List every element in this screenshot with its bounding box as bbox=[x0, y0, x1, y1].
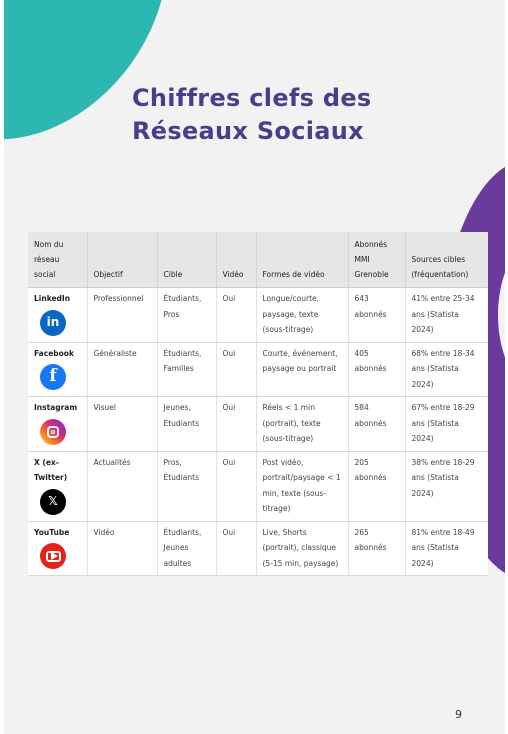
subscribers-cell: 584 abonnés bbox=[348, 397, 405, 452]
video-cell: Oui bbox=[216, 397, 256, 452]
network-cell bbox=[28, 342, 87, 397]
header-formats: Formes de vidéo bbox=[256, 232, 348, 288]
sources-cell: 41% entre 25-34 ans (Statista 2024) bbox=[405, 288, 488, 343]
formats-cell: Live, Shorts (portrait), classique (5-15 min, paysage) bbox=[256, 521, 348, 576]
sources-cell: 68% entre 18-34 ans (Statista 2024) bbox=[405, 342, 488, 397]
objective-cell: Généraliste bbox=[87, 342, 157, 397]
video-cell: Oui bbox=[216, 288, 256, 343]
objective-cell: Vidéo bbox=[87, 521, 157, 576]
formats-cell: Réels < 1 min (portrait), texte (sous-titrage) bbox=[256, 397, 348, 452]
formats-cell: Longue/courte, paysage, texte (sous-titrage) bbox=[256, 288, 348, 343]
page-title bbox=[132, 82, 432, 148]
network-cell bbox=[28, 288, 87, 343]
formats-cell: Post vidéo, portrait/paysage < 1 min, texte (sous-titrage) bbox=[256, 451, 348, 521]
subscribers-cell: 265 abonnés bbox=[348, 521, 405, 576]
table-row bbox=[28, 342, 488, 397]
table-row bbox=[28, 451, 488, 521]
network-name: YouTube bbox=[34, 527, 70, 537]
table-row bbox=[28, 397, 488, 452]
network-cell bbox=[28, 451, 87, 521]
table-row bbox=[28, 288, 488, 343]
objective-cell: Professionnel bbox=[87, 288, 157, 343]
target-cell: Étudiants, Jeunes adultes bbox=[157, 521, 216, 576]
youtube-icon bbox=[40, 543, 66, 569]
instagram-icon bbox=[40, 419, 66, 445]
social-networks-table-wrapper bbox=[28, 232, 488, 576]
title-line-1: Chiffres clefs des bbox=[132, 84, 372, 112]
linkedin-icon: in bbox=[40, 310, 66, 336]
header-target: Cible bbox=[157, 232, 216, 288]
header-subscribers: Abonnés MMI Grenoble bbox=[348, 232, 405, 288]
network-cell bbox=[28, 521, 87, 576]
formats-cell: Courte, événement, paysage ou portrait bbox=[256, 342, 348, 397]
target-cell: Pros, Étudiants bbox=[157, 451, 216, 521]
network-name: Facebook bbox=[34, 348, 74, 358]
sources-cell: 67% entre 18-29 ans (Statista 2024) bbox=[405, 397, 488, 452]
sources-cell: 81% entre 18-49 ans (Statista 2024) bbox=[405, 521, 488, 576]
target-cell: Étudiants, Familles bbox=[157, 342, 216, 397]
table-header-row bbox=[28, 232, 488, 288]
subscribers-cell: 643 abonnés bbox=[348, 288, 405, 343]
header-objective: Objectif bbox=[87, 232, 157, 288]
header-video: Vidéo bbox=[216, 232, 256, 288]
x-icon: 𝕏 bbox=[40, 489, 66, 515]
target-cell: Jeunes, Étudiants bbox=[157, 397, 216, 452]
sources-cell: 38% entre 18-29 ans (Statista 2024) bbox=[405, 451, 488, 521]
page-number: 9 bbox=[455, 708, 462, 721]
subscribers-cell: 205 abonnés bbox=[348, 451, 405, 521]
table-row bbox=[28, 521, 488, 576]
left-margin bbox=[0, 0, 4, 734]
network-name: X (ex-Twitter) bbox=[34, 457, 68, 482]
social-networks-table bbox=[28, 232, 488, 576]
target-cell: Étudiants, Pros bbox=[157, 288, 216, 343]
subscribers-cell: 405 abonnés bbox=[348, 342, 405, 397]
objective-cell: Actualités bbox=[87, 451, 157, 521]
video-cell: Oui bbox=[216, 342, 256, 397]
title-line-2: Réseaux Sociaux bbox=[132, 117, 364, 145]
network-name: LinkedIn bbox=[34, 294, 71, 303]
header-sources: Sources cibles (fréquentation) bbox=[405, 232, 488, 288]
header-network: Nom du réseau social bbox=[28, 232, 87, 288]
network-name: Instagram bbox=[34, 403, 78, 412]
video-cell: Oui bbox=[216, 451, 256, 521]
video-cell: Oui bbox=[216, 521, 256, 576]
facebook-icon: f bbox=[40, 364, 66, 390]
network-cell bbox=[28, 397, 87, 452]
objective-cell: Visuel bbox=[87, 397, 157, 452]
